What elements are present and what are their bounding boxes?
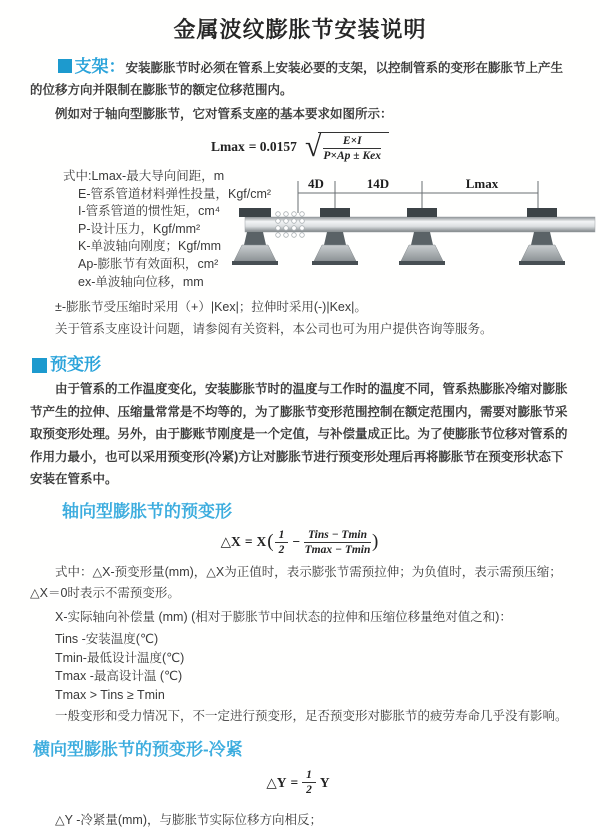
lateral-formula: [30, 769, 570, 796]
note-line: Tmin-最低设计温度(℃): [55, 650, 185, 665]
half-fraction: [275, 529, 289, 556]
pipe-support-diagram: [245, 173, 595, 275]
bracket-heading: 支架：: [74, 57, 126, 76]
note-line: Tins -安装温度(℃): [55, 632, 159, 646]
variable-item: K-单波轴向刚度；Kgf/mm: [78, 239, 222, 254]
fraction-numerator: 1: [275, 529, 289, 543]
fraction-denominator: P×Ap ± Kex: [323, 150, 381, 162]
dim-label-lmax: Lmax: [465, 176, 499, 191]
lateral-note: △Y -冷紧量(mm)，与膨胀节实际位移方向相反；: [55, 813, 323, 828]
formula-lhs: △Y: [266, 774, 287, 790]
note-line: X-实际轴向补偿量 (mm) (相对于膨胀节中间状态的拉伸和压缩位移量绝对值之和)：: [55, 609, 512, 624]
formula-coefficient: X: [256, 534, 267, 549]
lateral-subheading: 横向型膨胀节的预变形-冷紧: [33, 740, 243, 760]
pipe-guide-support: [399, 208, 445, 265]
formula-eq: =: [290, 774, 299, 790]
predeform-heading-label: 预变形: [50, 355, 101, 374]
variable-item: ex-单波轴向位移，mm: [78, 274, 204, 289]
sign-note: ±-膨胀节受压缩时采用（+）|Kex|；拉伸时采用(-)|Kex|。: [55, 300, 367, 314]
fraction-denominator: Tmax − Tmin: [304, 543, 371, 556]
radicand: [318, 132, 389, 162]
note-line: Tmax -最高设计温 (℃): [55, 669, 183, 684]
close-paren: ): [372, 531, 379, 552]
fraction-numerator: E×I: [323, 135, 381, 149]
bracket-example-line: 例如对于轴向型膨胀节，它对管系支座的基本要求如图所示：: [55, 107, 393, 121]
predeform-paragraph: 由于管系的工作温度变化，安装膨胀节时的温度与工作时的温度不同，管系热膨胀冷缩对膨胀节产生的拉伸、压缩量常常是不均等的，为了膨胀节变形范围控制在额定范围内，需要对膨胀节采取预变形处理。另外，由于膨账节刚度是一个定值，与补偿量成正比。为了使膨胀节位移对管系的作用力最小，也可以采用预变形(冷紧)方让对膨胀节进行预变形处理后再将膨胀节在预变形状态下安装在管系中。: [30, 382, 568, 486]
pipe-guide-support: [312, 208, 358, 265]
variable-item: I-管系管道的惯性矩，cm⁴: [78, 204, 221, 219]
axial-notes: [30, 562, 570, 728]
fraction-numerator: Tins − Tmin: [304, 529, 371, 543]
variables-and-diagram: [30, 168, 570, 296]
axial-subheading: 轴向型膨胀节的预变形: [62, 501, 232, 521]
pipe-guide-support: [519, 208, 565, 265]
fraction: [323, 135, 381, 162]
variable-item: E-管系管道材料弹性投量，Kgf/cm²: [78, 186, 272, 201]
minus-sign: −: [292, 534, 301, 549]
page-title: 金属波纹膨胀节安装说明: [173, 17, 427, 42]
formula-lhs: △X: [220, 534, 241, 549]
bracket-paragraph: [30, 56, 570, 101]
predeform-heading: [32, 354, 570, 376]
sqrt-symbol: √: [304, 130, 322, 163]
temperature-fraction: [304, 529, 371, 556]
fraction-denominator: 2: [306, 784, 312, 797]
note-line: 式中：△X-预变形量(mm)，△X为正值时，表示膨张节需预拉伸；为负值时，表示需预压缩；△X＝0时表示不需预变形。: [30, 564, 562, 600]
formula-rhs: Y: [319, 774, 330, 790]
variable-item: P-设计压力，Kgf/mm²: [78, 221, 201, 236]
axial-formula: [30, 529, 570, 556]
formula-eq: =: [244, 534, 253, 549]
section-marker-square-icon: [32, 358, 47, 373]
lmax-formula: [30, 132, 570, 162]
fraction-numerator: 1: [302, 769, 316, 783]
variable-item: Ap-膨胀节有效面积，cm²: [78, 256, 219, 271]
note-line: Tmax > Tins ≥ Tmin: [55, 687, 165, 702]
dim-label-14d: 14D: [366, 176, 390, 191]
half-fraction: [302, 769, 316, 796]
note-line: 一般变形和受力情况下，不一定进行预变形，足否预变形对膨胀节的疲劳寿命几乎没有影响。: [55, 709, 568, 724]
dim-label-4d: 4D: [308, 176, 324, 191]
fraction-denominator: 2: [278, 543, 285, 556]
variable-item: 式中:Lmax-最大导向间距，m: [63, 169, 225, 183]
formula-lhs: Lmax: [210, 139, 245, 154]
bracket-paragraph-text: 安装膨胀节时必须在管系上安装必要的支架，以控制管系的变形在膨胀节上产生的位移方向并限制在膨胀节的额定位移范围内。: [30, 61, 564, 97]
pipe: [245, 217, 595, 232]
consult-note: 关于管系支座设计问题，请参阅有关资料，本公司也可为用户提供咨询等服务。: [55, 322, 493, 336]
section-marker-square-icon: [58, 59, 72, 73]
formula-eq: = 0.0157: [248, 139, 297, 154]
open-paren: (: [267, 531, 274, 552]
